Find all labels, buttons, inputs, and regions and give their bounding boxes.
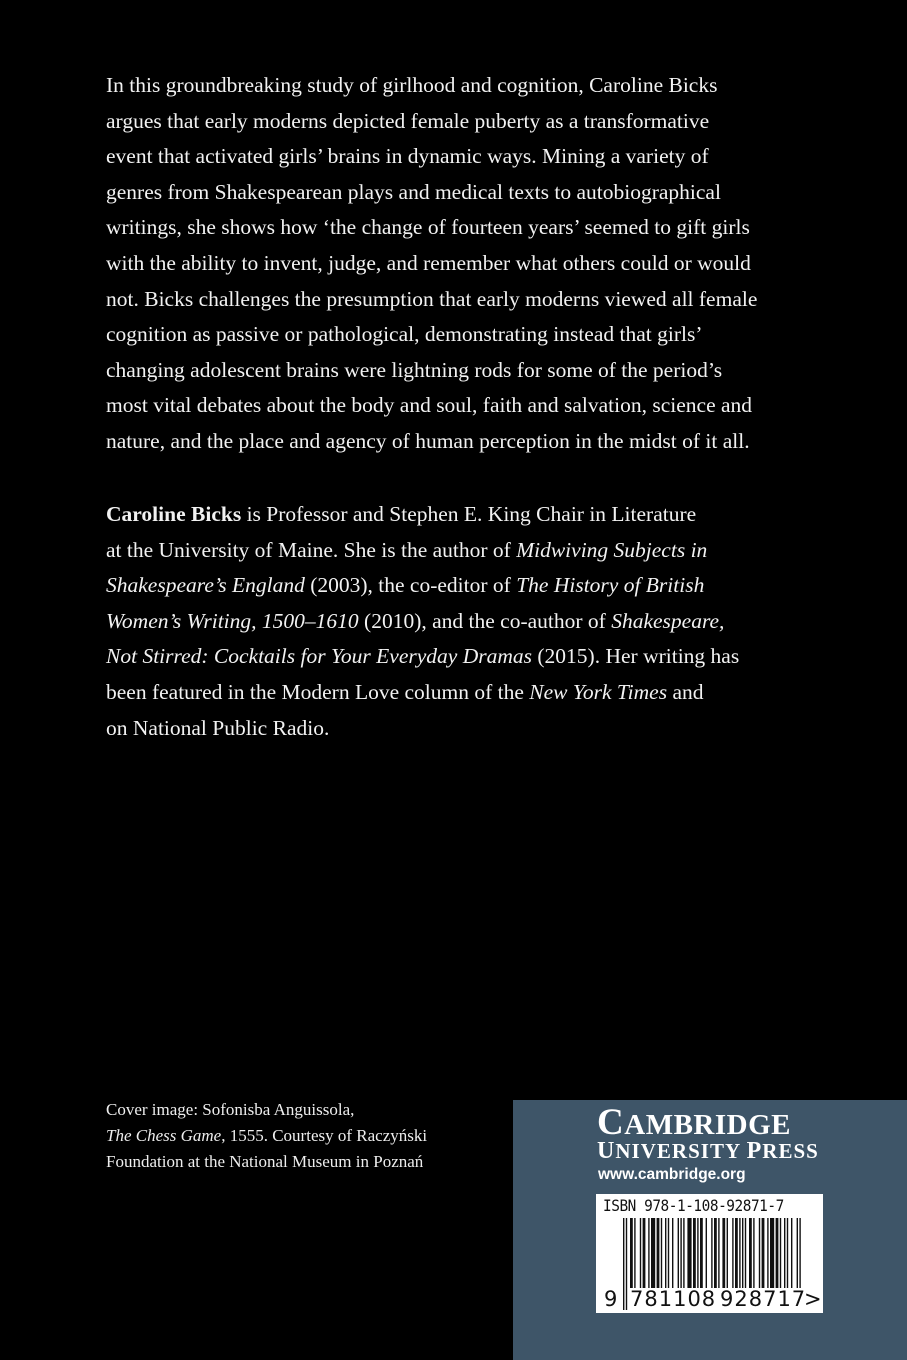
text-segment: (2003), the co-editor of [304, 573, 517, 598]
text-segment: (2015). Her writing has [532, 644, 740, 669]
barcode-bar [700, 1218, 703, 1288]
text-segment: on National Public Radio. [106, 715, 330, 740]
bio-line [106, 639, 739, 675]
text-segment: , 1555. Courtesy of Raczyński [221, 1126, 428, 1145]
text-segment: (2010), and the co-author of [358, 608, 612, 633]
barcode-bar [718, 1218, 719, 1288]
bio-line [106, 604, 739, 640]
barcode-bar [680, 1218, 681, 1288]
barcode-bar [706, 1218, 707, 1288]
barcode-bar [697, 1218, 698, 1288]
text-segment: and [667, 679, 704, 704]
title-italic: Midwiving Subjects in [516, 537, 708, 562]
publisher-name-line1: CAMBRIDGE [597, 1102, 792, 1143]
bio-line [106, 497, 739, 533]
barcode-bar [668, 1218, 669, 1288]
bio-line [106, 533, 739, 569]
barcode-digits-group2: 928717 [720, 1287, 807, 1311]
credit-line [106, 1149, 427, 1175]
barcode-bar [626, 1218, 627, 1310]
blurb-line: not. Bicks challenges the presumption that early moderns viewed all female [106, 286, 758, 311]
barcode-bar [651, 1218, 655, 1288]
isbn-label: ISBN 978-1-108-92871-7 [603, 1196, 784, 1215]
barcode-bar [687, 1218, 691, 1288]
blurb-line: writings, she shows how ‘the change of fourteen years’ seemed to gift girls [106, 215, 750, 240]
barcode-bar [683, 1218, 684, 1288]
barcode-bar [634, 1218, 635, 1288]
text-segment: at the University of Maine. She is the author of [106, 537, 517, 562]
isbn-barcode [596, 1194, 823, 1313]
barcode-bar [787, 1218, 788, 1288]
title-italic: Not Stirred: Cocktails for Your Everyday Dramas [106, 644, 533, 669]
barcode-bar [739, 1218, 740, 1288]
blurb-line: event that activated girls’ brains in dynamic ways. Mining a variety of [106, 144, 709, 169]
barcode-bar [745, 1218, 746, 1288]
barcode-bar [742, 1218, 743, 1288]
barcode-bar [727, 1218, 728, 1288]
blurb-line: with the ability to invent, judge, and remember what others could or would [106, 250, 751, 275]
title-italic: Women’s Writing, 1500–1610 [106, 608, 359, 633]
barcode-bar [791, 1218, 792, 1288]
barcode-bar [648, 1218, 649, 1288]
cover-image-credit [106, 1097, 427, 1175]
barcode-bar [784, 1218, 785, 1288]
blurb-line: changing adolescent brains were lightning rods for some of the period’s [106, 357, 723, 382]
credit-line [106, 1097, 427, 1123]
bio-line [106, 675, 739, 711]
title-italic: Shakespeare’s England [106, 573, 305, 598]
barcode-bar [672, 1218, 673, 1288]
barcode-bar [714, 1218, 717, 1288]
blurb-line: most vital debates about the body and soul, faith and salvation, science and [106, 393, 753, 418]
author-name: Caroline Bicks [106, 502, 242, 526]
barcode-bar [735, 1218, 738, 1288]
barcode-bar [732, 1218, 733, 1288]
barcode-bar [678, 1218, 679, 1288]
title-italic: New York Times [529, 679, 668, 704]
bio-line [106, 711, 739, 747]
barcode-bar [657, 1218, 660, 1288]
barcode-bar [693, 1218, 696, 1288]
credit-line [106, 1123, 427, 1149]
blurb-paragraph [106, 68, 757, 460]
barcode-bar [623, 1218, 624, 1310]
author-bio-paragraph [106, 497, 739, 746]
title-italic: The History of British [516, 573, 705, 598]
barcode-bar [661, 1218, 662, 1288]
text-segment: been featured in the Modern Love column of the [106, 679, 530, 704]
barcode-bar [643, 1218, 646, 1288]
text-segment: Foundation at the National Museum in Poznań [106, 1152, 424, 1171]
barcode-lead-digit: 9 [604, 1287, 618, 1311]
publisher-name-line2: UNIVERSITY PRESS [597, 1138, 819, 1164]
publisher-url: www.cambridge.org [598, 1166, 746, 1183]
barcode-bar [665, 1218, 666, 1288]
barcode-bar [776, 1218, 779, 1288]
blurb-line: argues that early moderns depicted female puberty as a transformative [106, 108, 710, 133]
blurb-line: genres from Shakespearean plays and medical texts to autobiographical [106, 179, 721, 204]
barcode-bar [780, 1218, 781, 1288]
blurb-line: nature, and the place and agency of human perception in the midst of it all. [106, 428, 750, 453]
text-segment: Cover image: Sofonisba Anguissola, [106, 1100, 355, 1119]
text-segment: is Professor and Stephen E. King Chair in Literature [241, 502, 697, 526]
barcode-bar [722, 1218, 725, 1288]
barcode-digits-group1: 781108 [630, 1287, 717, 1311]
title-italic: The Chess Game [106, 1126, 222, 1145]
barcode-bar [640, 1218, 641, 1288]
bio-line [106, 568, 739, 604]
title-italic: Shakespeare, [611, 608, 725, 633]
barcode-arrow: > [804, 1287, 822, 1311]
barcode-bar [759, 1218, 760, 1288]
barcode-bar [762, 1218, 765, 1288]
blurb-line: cognition as passive or pathological, demonstrating instead that girls’ [106, 322, 703, 347]
barcode-bar [767, 1218, 768, 1288]
blurb-line: In this groundbreaking study of girlhood and cognition, Caroline Bicks [106, 73, 718, 97]
barcode-bar [753, 1218, 754, 1288]
barcode-bar [770, 1218, 774, 1288]
barcode-bar [749, 1218, 752, 1288]
barcode-bar [630, 1218, 633, 1288]
